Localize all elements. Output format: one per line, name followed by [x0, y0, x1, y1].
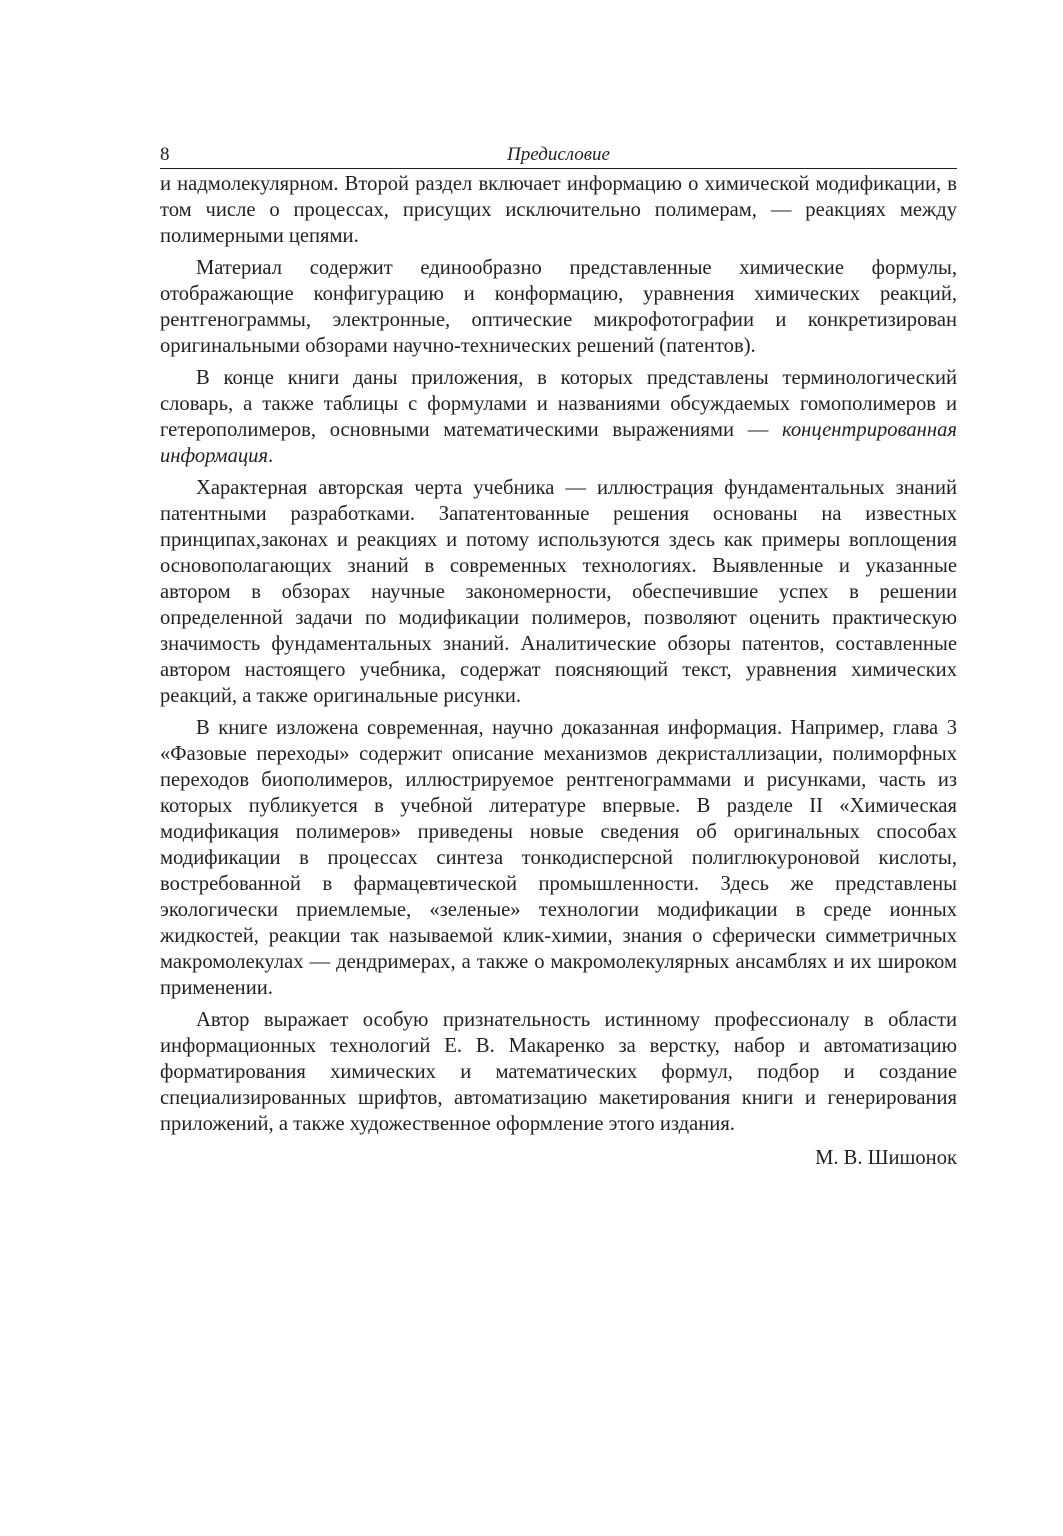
- body-text: [160, 171, 957, 1137]
- paragraph-acknowledgement: Автор выражает особую признательность истинному профессионалу в области информационных технологий Е. В. Макаренко за верстку, набор и автоматизацию форматирования химических и математических формул, подбор и создание специализированных шрифтов, автоматизацию макетирования книги и генерирования приложений, а также художественное оформление этого издания.: [160, 1009, 957, 1135]
- page-number: 8: [160, 144, 170, 165]
- paragraph-materials: Материал содержит единообразно представленные химические формулы, отображающие конфигурацию и конформацию, уравнения химических реакций, рентгенограммы, электронные, оптические микрофотографии и конкретизирован оригинальными обзорами научно-технических решений (патентов).: [160, 257, 957, 357]
- book-page: [160, 140, 957, 1171]
- paragraph-patents: Характерная авторская черта учебника — иллюстрация фундаментальных знаний патентными разработками. Запатентованные решения основаны на известных принципах,законах и реакциях и потому используются здесь как примеры воплощения основополагающих знаний в современных технологиях. Выявленные и указанные автором в обзорах научные закономерности, обеспечившие успех в решении определенной задачи по модификации полимеров, позволяют оценить практическую значимость фундаментальных знаний. Аналитические обзоры патентов, составленные автором настоящего учебника, содержат поясняющий текст, уравнения химических реакций, а также оригинальные рисунки.: [160, 477, 957, 707]
- section-title: Предисловие: [507, 144, 610, 165]
- paragraph-modern-info: В книге изложена современная, научно доказанная информация. Например, глава 3 «Фазовые переходы» содержит описание механизмов декристаллизации, полиморфных переходов биополимеров, иллюстрируемое рентгенограммами и рисунками, часть из которых публикуется в учебной литературе впервые. В разделе II «Химическая модификация полимеров» приведены новые сведения об оригинальных способах модификации в процессах синтеза тонкодисперсной полиглюкуроновой кислоты, востребованной в фармацевтической промышленности. Здесь же представлены экологически приемлемые, «зеленые» технологии модификации в среде ионных жидкостей, реакции так называемой клик-химии, знания о сферически симметричных макромолекулах — дендримерах, а также о макромолекулярных ансамблях и их широком применении.: [160, 717, 957, 999]
- author-signature: М. В. Шишонок: [815, 1147, 957, 1169]
- paragraph-appendices: [160, 365, 957, 469]
- paragraph-appendices-end: .: [268, 445, 274, 467]
- paragraph-continued: и надмолекулярном. Второй раздел включает информацию о химической модификации, в том числе о процессах, присущих исключительно полимерам, — реакциях между полимерными цепями.: [160, 173, 957, 247]
- italic-term: концентрированная информация: [160, 419, 957, 467]
- running-header: [160, 140, 957, 169]
- paragraph-appendices-text: В конце книги даны приложения, в которых представлены терминологический словарь, а также таблицы с формулами и названиями обсуждаемых гомополимеров и гетерополимеров, основными математическими выражениями —: [160, 367, 957, 441]
